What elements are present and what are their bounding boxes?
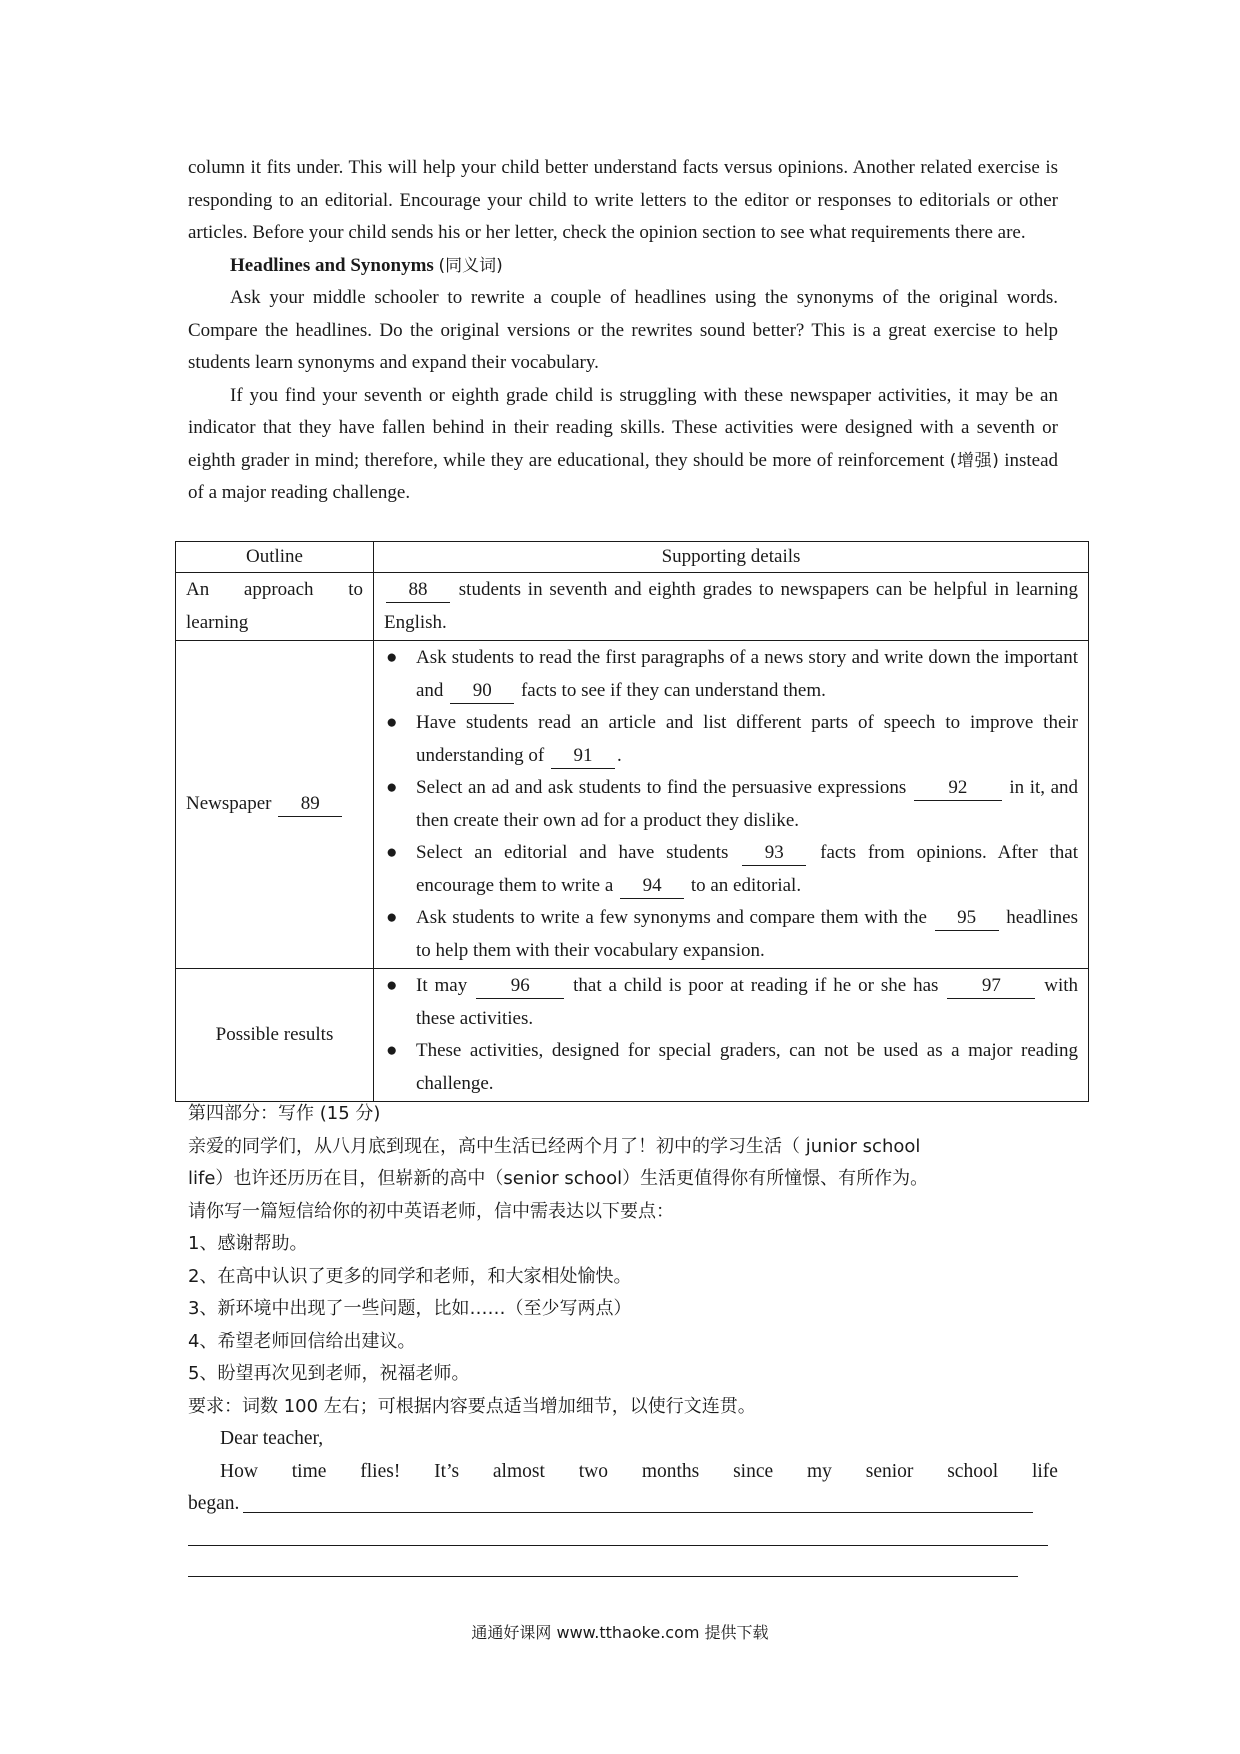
list-item xyxy=(384,837,1078,902)
list-item xyxy=(384,1035,1078,1100)
header-supporting-details: Supporting details xyxy=(374,542,1089,573)
page-footer: 通通好课网 www.tthaoke.com 提供下载 xyxy=(471,1623,769,1642)
outline-table xyxy=(175,541,1089,1102)
details-cell-newspaper xyxy=(374,641,1089,969)
letter-word: months xyxy=(641,1460,700,1482)
writing-section xyxy=(188,1098,1058,1521)
list-item-text: with these activities. xyxy=(416,975,1079,1029)
details-cell-results xyxy=(374,969,1089,1102)
bullet-icon: ● xyxy=(386,712,398,733)
table-header-row xyxy=(176,542,1089,573)
details-text: students in seventh and eighth grades to newspapers can be helpful in learning English. xyxy=(384,579,1079,633)
list-item-text: in it, and then create their own ad for a product they dislike. xyxy=(416,777,1079,831)
table-row xyxy=(176,573,1089,641)
letter-word: since xyxy=(733,1460,774,1482)
reading-passage xyxy=(188,152,1058,510)
section-title: 第四部分：写作 (15 分) xyxy=(188,1103,381,1124)
writing-intro: life）也许还历历在目，但崭新的高中（senior school）生活更值得你有所憧憬、有所作为。 xyxy=(188,1168,929,1189)
bullet-icon: ● xyxy=(386,647,398,668)
blank-91[interactable]: 91 xyxy=(551,744,615,769)
letter-opening xyxy=(188,1456,1058,1489)
outline-word: approach xyxy=(243,579,314,600)
heading-chinese: (同义词) xyxy=(438,255,503,276)
outline-word: An xyxy=(186,579,210,600)
paragraph-3-end: instead of a major reading challenge. xyxy=(188,449,1059,503)
list-item-text: Select an editorial and have students xyxy=(416,842,729,863)
blank-95[interactable]: 95 xyxy=(935,906,999,931)
paragraph-3-chinese: (增强) xyxy=(949,450,999,471)
blank-88[interactable]: 88 xyxy=(386,578,450,603)
outline-label: Newspaper xyxy=(186,793,272,815)
section-heading xyxy=(188,250,1058,283)
list-item-text: to an editorial. xyxy=(690,874,802,896)
paragraph-3-text: If you find your seventh or eighth grade child is struggling with these newspaper activities, it may be an indicator that they have fallen behind in their reading skills. These activities were designed with a seventh or eighth grader in mind; therefore, while they are educational, they should be more of reinforcement xyxy=(188,384,1058,471)
letter-opening-end: began. xyxy=(188,1493,240,1514)
outline-cell-approach xyxy=(176,573,374,641)
list-item-text: These activities, designed for special graders, can not be used as a major reading challenge. xyxy=(416,1040,1078,1094)
answer-line[interactable] xyxy=(243,1512,1033,1513)
paragraph-2: Ask your middle schooler to rewrite a couple of headlines using the synonyms of the original words. Compare the headlines. Do the original versions or the rewrites sound better? This is a great exercise to help students learn synonyms and expand their vocabulary. xyxy=(188,287,1058,373)
writing-point: 2、在高中认识了更多的同学和老师，和大家相处愉快。 xyxy=(188,1265,632,1287)
list-item-text: facts from opinions. After that encourage them to write a xyxy=(416,842,1079,896)
list-item-text: It may xyxy=(416,975,468,996)
letter-word: life xyxy=(1031,1460,1058,1482)
list-item-text: . xyxy=(616,744,622,766)
outline-cell-newspaper xyxy=(176,641,374,969)
answer-line[interactable] xyxy=(188,1576,1018,1577)
details-cell-approach xyxy=(374,573,1089,641)
bullet-icon: ● xyxy=(386,975,398,996)
letter-word: It’s xyxy=(434,1460,460,1482)
letter-word: senior xyxy=(865,1460,914,1482)
writing-intro: 亲爱的同学们，从八月底到现在，高中生活已经两个月了！初中的学习生活（ junior school xyxy=(188,1135,921,1157)
letter-word: school xyxy=(947,1460,999,1482)
letter-word: time xyxy=(291,1460,327,1482)
writing-point: 5、盼望再次见到老师，祝福老师。 xyxy=(188,1363,470,1384)
bullet-icon: ● xyxy=(386,907,398,928)
outline-word: learning xyxy=(186,611,249,633)
blank-96[interactable]: 96 xyxy=(476,974,564,999)
letter-word: two xyxy=(578,1460,608,1482)
heading-text: Headlines and Synonyms xyxy=(230,254,434,276)
writing-point: 1、感谢帮助。 xyxy=(188,1233,308,1254)
list-item-text: Ask students to read the first paragraphs of a news story and write down the important and xyxy=(416,647,1078,701)
list-item xyxy=(384,707,1078,772)
list-item xyxy=(384,642,1078,707)
letter-word: almost xyxy=(492,1460,545,1482)
outline-cell-results: Possible results xyxy=(176,969,374,1102)
bullet-icon: ● xyxy=(386,777,398,798)
answer-line[interactable] xyxy=(188,1545,1048,1546)
list-item xyxy=(384,772,1078,837)
writing-point: 3、新环境中出现了一些问题，比如……（至少写两点） xyxy=(188,1298,632,1319)
bullet-icon: ● xyxy=(386,842,398,863)
list-item-text: Select an ad and ask students to find the persuasive expressions xyxy=(416,777,907,798)
table-row xyxy=(176,641,1089,969)
letter-word: How xyxy=(220,1460,258,1482)
writing-point: 4、希望老师回信给出建议。 xyxy=(188,1330,416,1352)
letter-word: flies! xyxy=(360,1460,401,1482)
writing-requirement: 要求：词数 100 左右；可根据内容要点适当增加细节，以使行文连贯。 xyxy=(188,1395,756,1417)
paragraph-1: column it fits under. This will help your child better understand facts versus opinions. Another related exercise is responding to an editorial. Encourage your child to write letters to the editor or responses to editorials or other articles. Before your child sends his or her letter, check the opinion section to see what requirements there are. xyxy=(188,157,1058,243)
blank-92[interactable]: 92 xyxy=(914,776,1002,801)
blank-94[interactable]: 94 xyxy=(620,874,684,899)
blank-89[interactable]: 89 xyxy=(278,792,342,817)
header-outline: Outline xyxy=(176,542,374,573)
list-item xyxy=(384,970,1078,1035)
list-item-text: Ask students to write a few synonyms and compare them with the xyxy=(416,907,927,928)
bullet-icon: ● xyxy=(386,1040,398,1061)
writing-intro: 请你写一篇短信给你的初中英语老师，信中需表达以下要点： xyxy=(188,1200,674,1222)
letter-salutation: Dear teacher, xyxy=(220,1428,324,1449)
blank-93[interactable]: 93 xyxy=(742,841,806,866)
letter-word: my xyxy=(806,1460,832,1482)
list-item-text: headlines to help them with their vocabulary expansion. xyxy=(416,907,1078,961)
blank-97[interactable]: 97 xyxy=(947,974,1035,999)
table-row xyxy=(176,969,1089,1102)
list-item-text: that a child is poor at reading if he or she has xyxy=(573,975,939,996)
blank-90[interactable]: 90 xyxy=(450,679,514,704)
outline-word: to xyxy=(348,579,363,600)
paragraph-3 xyxy=(188,380,1058,510)
list-item xyxy=(384,902,1078,967)
list-item-text: facts to see if they can understand them. xyxy=(520,679,826,701)
list-item-text: Have students read an article and list different parts of speech to improve their understanding of xyxy=(416,712,1078,766)
